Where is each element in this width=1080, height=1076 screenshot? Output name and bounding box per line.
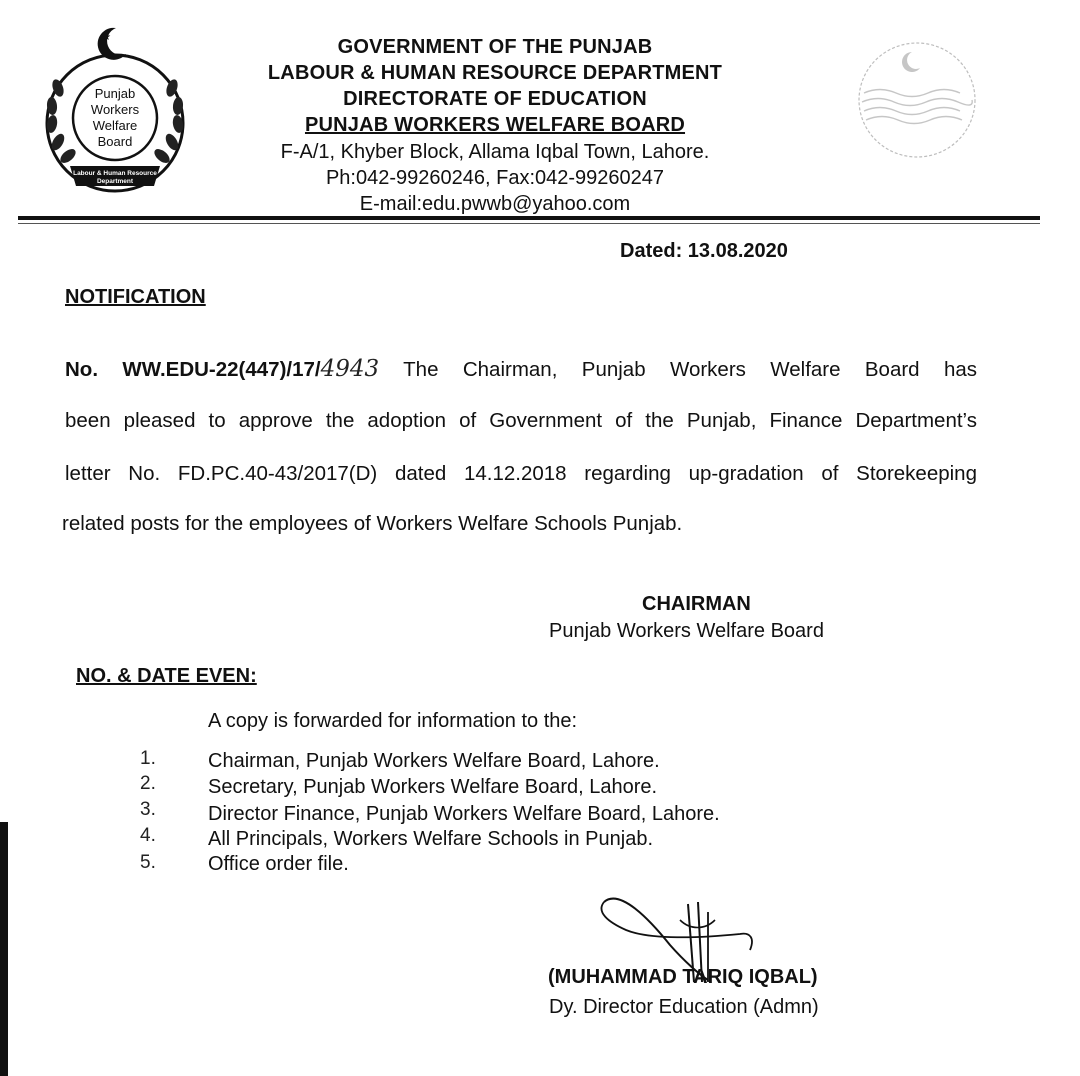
logo-ribbon-text: Labour & Human Resource (73, 170, 157, 177)
waves-icon (862, 90, 972, 124)
logo-text-line: Workers (90, 102, 140, 117)
header-directorate: DIRECTORATE OF EDUCATION (343, 88, 647, 110)
list-number: 1. (140, 748, 156, 769)
signatory-org: Punjab Workers Welfare Board (549, 620, 824, 642)
crescent-icon (902, 52, 920, 72)
scan-edge-mark (0, 822, 8, 1076)
logo-ribbon-text: Department (96, 178, 134, 185)
body-line-1 (65, 356, 977, 382)
header-email: E-mail:edu.pwwb@yahoo.com (359, 193, 631, 215)
list-item: Chairman, Punjab Workers Welfare Board, Lahore. (208, 750, 660, 772)
list-item: All Principals, Workers Welfare Schools in Punjab. (208, 828, 653, 850)
list-number: 5. (140, 852, 156, 873)
header-government: GOVERNMENT OF THE PUNJAB (337, 36, 653, 58)
body-line-2: been pleased to approve the adoption of Government of the Punjab, Finance Department’s (65, 409, 977, 432)
body-line-4: related posts for the employees of Workers Welfare Schools Punjab. (62, 512, 683, 535)
header-department: LABOUR & HUMAN RESOURCE DEPARTMENT (267, 62, 723, 84)
dated: Dated: 13.08.2020 (620, 240, 788, 262)
signatory-title: CHAIRMAN (642, 593, 751, 615)
signatory-designation: Dy. Director Education (Admn) (549, 996, 819, 1018)
handwritten-number: 4943 (320, 356, 380, 382)
even-heading: NO. & DATE EVEN: (76, 665, 257, 687)
signatory-name: (MUHAMMAD TARIQ IQBAL) (548, 966, 818, 988)
copy-intro: A copy is forwarded for information to the: (208, 710, 578, 732)
header-rule-thick (18, 216, 1040, 220)
punjab-emblem-watermark (852, 38, 982, 163)
header-phone-fax: Ph:042-99260246, Fax:042-99260247 (325, 167, 665, 189)
list-item: Secretary, Punjab Workers Welfare Board, Lahore. (208, 776, 658, 798)
star-icon: ★ (102, 32, 111, 43)
header-board (150, 114, 840, 137)
logo-text-line: Punjab (94, 86, 136, 101)
body-line-3: letter No. FD.PC.40-43/2017(D) dated 14.12.2018 regarding up-gradation of Storekeeping (65, 462, 977, 485)
logo-text-line: Welfare (92, 118, 138, 133)
list-number: 4. (140, 825, 156, 846)
logo-text-line: Board (97, 134, 133, 149)
notification-heading: NOTIFICATION (65, 286, 206, 308)
list-number: 3. (140, 799, 156, 820)
list-number: 2. (140, 773, 156, 794)
list-item: Office order file. (208, 853, 349, 875)
header-board-text: PUNJAB WORKERS WELFARE BOARD (304, 114, 686, 136)
reference-number: No. WW.EDU-22(447)/17/ (65, 358, 321, 381)
body-text: The Chairman, Punjab Workers Welfare Board has (403, 358, 977, 381)
header-rule-thin (18, 223, 1040, 224)
header-address: F-A/1, Khyber Block, Allama Iqbal Town, Lahore. (280, 141, 710, 163)
list-item: Director Finance, Punjab Workers Welfare Board, Lahore. (208, 803, 720, 825)
